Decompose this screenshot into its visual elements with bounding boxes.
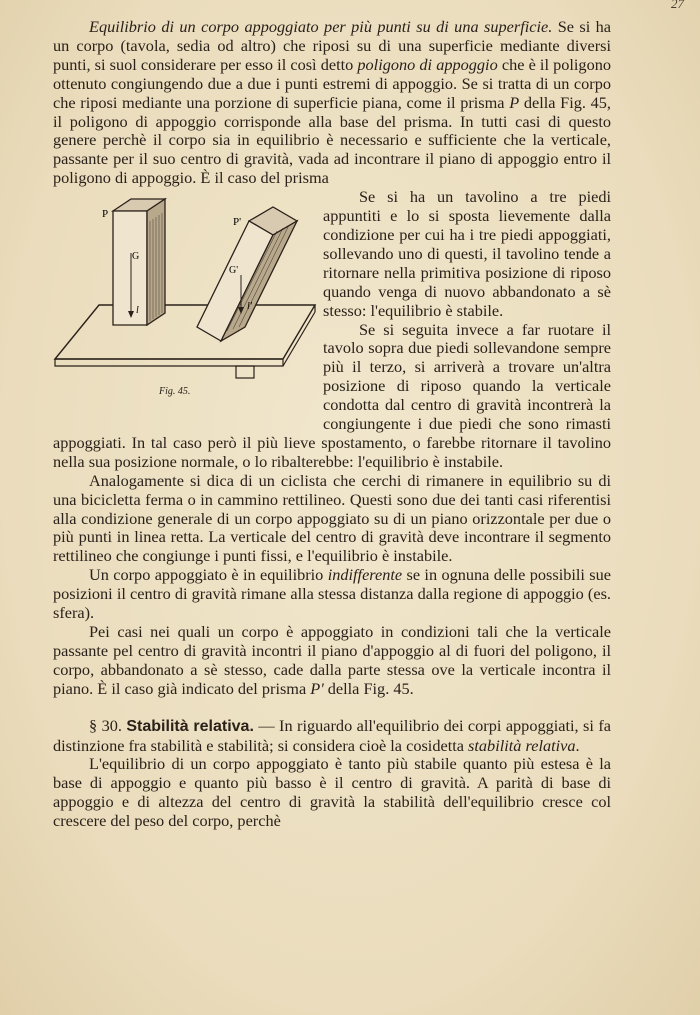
section-30: § 30. Stabilità relativa. — In riguardo all'equilibrio dei corpi appoggiati, si fa distinzione fra stabilità e stabilità; si considera cioè la cosidetta stabilità relativa. bbox=[53, 715, 611, 755]
label-P-prime: P' bbox=[233, 216, 242, 229]
paragraph-title: Equilibrio di un corpo appoggiato per più punti su di una superficie. bbox=[89, 17, 553, 36]
term-stabilita-relativa: stabilità relativa bbox=[468, 735, 576, 755]
figure-45 bbox=[51, 191, 317, 415]
label-P: P bbox=[102, 208, 109, 221]
prisms-illustration bbox=[51, 191, 317, 415]
paragraph-ciclista: Analogamente si dica di un ciclista che cerchi di rimanere in equilibrio su di una bicicletta ferma o in cammino rettilineo. Questi sono due dei tanti casi riferentisi alla condizione generale di un corpo appoggiato su di un piano orizzontale per due o più punti in linea retta. La verticale del centro di gravità deve incontrare il segmento rettilineo che congiunge i punti fissi, e l'equilibrio è instabile. bbox=[53, 470, 611, 566]
paragraph-ruotare: Se si seguita invece a far ruotare il tavolo sopra due piedi sollevandone sempre più il terzo, si arriverà a trovare un'altra posizione di riposo quando la verticale condotta dal centro di gravità incontrerà la congiungente i due piedi che sono rimasti appoggiati. In tal caso però il più lieve spostamento, o farebbe ritornare il tavolino nella sua posizione normale, o lo ribalterebbe: l'equilibrio è instabile. bbox=[53, 319, 611, 471]
paragraph-cade: Pei casi nei quali un corpo è appoggiato in condizioni tali che la verticale passante pel centro di gravità incontri il piano d'appoggio al di fuori del poligono, il corpo, abbandonato a sè stesso, cade dalla parte stessa ove la verticale incontra il piano. È il caso già indicato del prisma P' della Fig. 45. bbox=[53, 622, 611, 698]
paragraph-indifferente: Un corpo appoggiato è in equilibrio indifferente se in ognuna delle possibili sue posizioni il centro di gravità rimane alla stessa distanza dalla regione di appoggio (es. sfera). bbox=[53, 565, 611, 623]
body-text bbox=[53, 18, 611, 831]
paragraph-tavolino: Se si ha un tavolino a tre piedi appuntiti e lo si sposta lievemente dalla condizione per cui ha i tre piedi appoggiati, sollevando uno di questi, il tavolino tende a ritornare nella primitiva posizione di riposo quando venga di nuovo abbandonato a sè stesso: l'equilibrio è stabile. bbox=[323, 187, 611, 320]
paragraph-base-appoggio: L'equilibrio di un corpo appoggiato è tanto più stabile quanto più estesa è la base di appoggio e quanto più basso è il centro di gravità. A parità di base di appoggio e di altezza del centro di gravità la stabilità dell'equilibrio cresce col crescere del peso del corpo, perchè bbox=[53, 754, 611, 831]
label-l: l bbox=[136, 305, 139, 317]
label-G: G bbox=[132, 251, 140, 263]
term-poligono: poligono di appoggio bbox=[357, 54, 498, 74]
term-indifferente: indifferente bbox=[327, 565, 403, 585]
section-title: Stabilità relativa. bbox=[126, 717, 254, 735]
label-l-prime: l' bbox=[247, 301, 252, 313]
label-G-prime: G' bbox=[229, 265, 239, 277]
page-number: 27 bbox=[671, 0, 684, 11]
section-number: § 30. bbox=[89, 715, 122, 735]
paragraph-equilibrio: Equilibrio di un corpo appoggiato per più punti su di una superficie. Se si ha un corpo (tavola, sedia od altro) che riposi su di una superficie mediante diversi punti, si suol considerare per esso il così detto poligono di appoggio che è il poligono ottenuto congiungendo due a due i punti estremi di appoggio. Se si tratta di un corpo che riposi mediante una porzione di superficie piana, come il prisma P della Fig. 45, il poligono di appoggio corrisponde alla base del prisma. In tutti casi di questo genere perchè il corpo sia in equilibrio è necessario e sufficiente che la verticale, passante per il suo centro di gravità, vada ad incontrare il piano di appoggio entro il poligono di appoggio. È il caso del prisma bbox=[53, 17, 612, 188]
figure-caption: Fig. 45. bbox=[159, 386, 191, 398]
